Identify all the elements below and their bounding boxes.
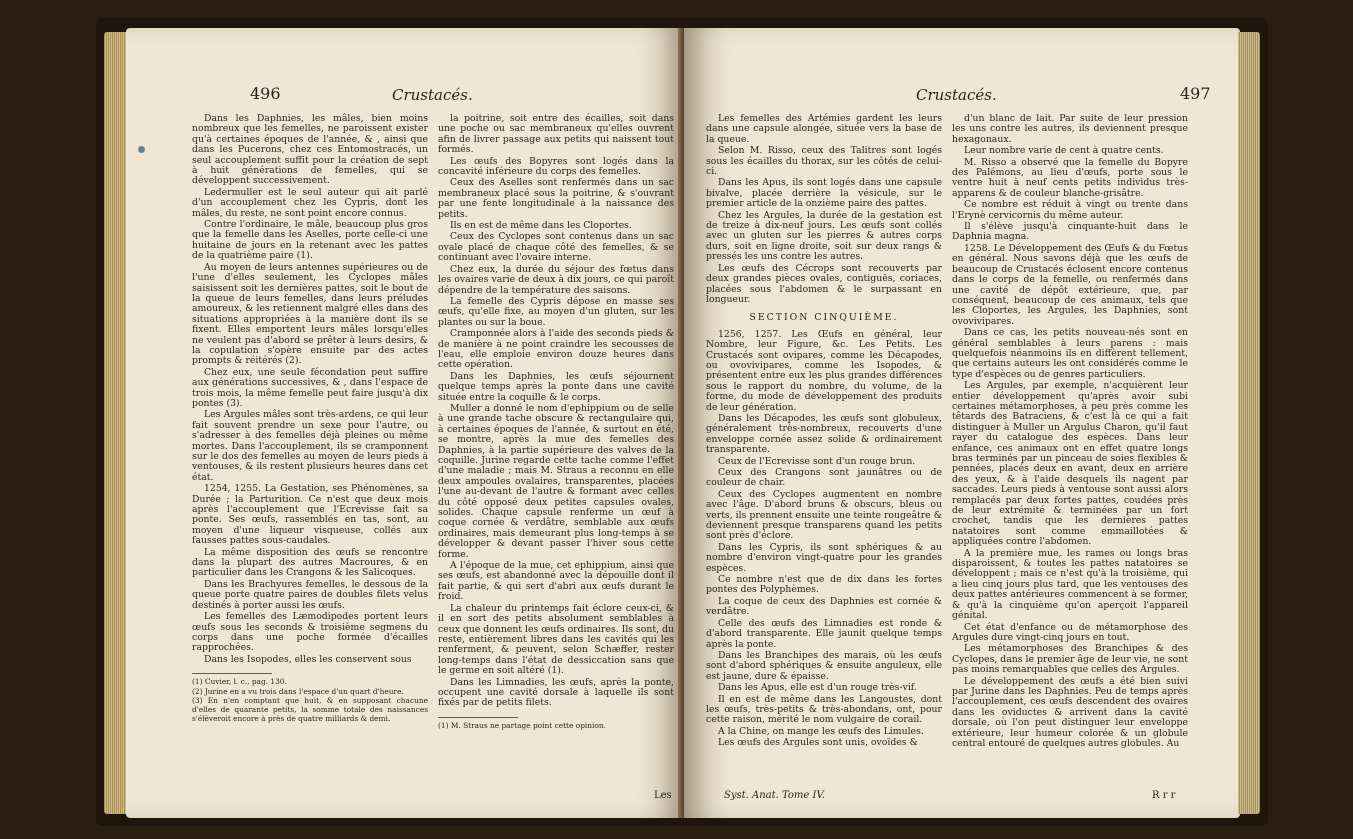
footnote: (2) Jurine en a vu trois dans l'espace d'un quart d'heure. [192,686,404,696]
paragraph: la poitrine, soit entre des écailles, soit dans une poche ou sac membraneux qu'elles ouvrent afin de livrer passage aux petits qui naissent tout formés. [438,113,674,156]
footnote: (1) M. Straus ne partage point cette opinion. [438,720,606,730]
paragraph: 1258. Le Développement des Œufs & du Fœtus en général. Nous savons déjà que les œufs de beaucoup de Crustacés éclosent encore contenus dans le corps de la femelle, ou renfermés dans une cavité de dépôt extérieure, que, par conséquent, beaucoup de ces animaux, tels que les Cloportes, les Argules, les Daphnies, sont ovovivipares. [952,242,1188,327]
signature-line: Syst. Anat. Tome IV. [724,790,826,801]
paragraph: Chez les Argules, la durée de la gestation est de treize à dix-neuf jours. Les œufs sont collés avec un gluten sur les pierres & autres corps durs, soit en ligne droite, soit sur deux rangs & pressés les uns contre les autres. [706,209,942,263]
paragraph: Dans les Branchipes des marais, où les œufs sont d'abord sphériques & ensuite anguleux, elle est jaune, dure & épaisse. [706,649,942,682]
paragraph: Cramponnée alors à l'aide des seconds pieds & de manière à ne point craindre les secousses de l'eau, elle emploie environ douze heures dans cette opération. [438,328,674,371]
paragraph: Ledermuller est le seul auteur qui ait parlé d'un accouplement chez les Cypris, dont les mâles, du reste, ne sont point encore connus. [192,186,428,219]
running-head-right: Crustacés. [916,86,997,104]
left-page [126,28,684,818]
paragraph: Chez eux, une seule fécondation peut suffire aux générations successives, & , dans l'espace de trois mois, la même femelle peut faire jusqu'à dix pontes (3). [192,366,428,409]
paragraph: Les Argules mâles sont très-ardens, ce qui leur fait souvent prendre un sexe pour l'autre, ou s'adresser à des femelles déjà pleines ou même mortes. Dans l'accouplement, ils se cramponnent sur le dos des femelles au moyen de leurs pieds à ventouses, & ils restent plusieurs heures dans cet état. [192,409,428,483]
paragraph: Dans les Daphnies, les mâles, bien moins nombreux que les femelles, ne paroissent exister qu'à certaines époques de l'année, & , ainsi que dans les Pucerons, chez ces Entomostracés, un seul accouplement suffit pour la création de sept à huit générations de femelles, qui se développent successivement. [192,113,428,187]
paragraph: A l'époque de la mue, cet ephippium, ainsi que ses œufs, est abandonné avec la dépouille dont il fait partie, & qui sert d'abri aux œufs durant le froid. [438,560,674,603]
paragraph: Ceux des Cyclopes augmentent en nombre avec l'âge. D'abord bruns & obscurs, bleus ou verts, ils prennent ensuite une teinte rougeâtre & deviennent presque transparens quand les petits sont près d'éclore. [706,488,942,542]
paragraph: Le développement des œufs a été bien suivi par Jurine dans les Daphnies. Peu de temps après l'accouplement, ces œufs descendent des ovaires dans les oviductes & arrivent dans la cavité dorsale, où l'on peut distinguer leur enveloppe extérieure, leur humeur colorée & un globule central entouré de quelques autres globules. Au [952,675,1188,749]
paragraph: Dans les Daphnies, les œufs séjournent quelque temps après la ponte dans une cavité située entre la coquille & le corps. [438,370,674,403]
paragraph: Muller a donné le nom d'ephippium ou de selle à une grande tache obscure & rectangulaire qui, à certaines époques de l'année, & surtout en été, se montre, après la mue des femelles des Daphnies, à la partie supérieure des valves de la coquille. Jurine regarde cette tache comme l'effet d'une maladie ; mais M. Straus a reconnu en elle deux ampoules ovalaires, transparentes, placées l'une au-devant de l'autre & formant avec celles du côté opposé deux petites capsules ovales, solides. Chaque capsule renferme un œuf à coque cornée & verdâtre, semblable aux œufs ordinaires, mais demeurant plus long-temps à se développer & devant passer l'hiver sous cette forme. [438,402,674,560]
paragraph: Dans les Décapodes, les œufs sont globuleux, généralement très-nombreux, recouverts d'une enveloppe cornée assez solide & ordinairement transparente. [706,412,942,456]
paragraph: Contre l'ordinaire, le mâle, beaucoup plus gros que la femelle dans les Aselles, porte celle-ci une huitaine de jours en la retenant avec les pattes de la quatrième paire (1). [192,219,428,262]
paragraph: Leur nombre varie de cent à quatre cents. [964,145,1164,157]
paragraph: Cet état d'enfance ou de métamorphose des Argules dure vingt-cinq jours en tout. [952,621,1188,643]
right-column-2 [952,114,1188,750]
section-heading: SECTION CINQUIÈME. [749,312,899,324]
paragraph: Il en est de même dans les Langoustes, dont les œufs, très-petits & très-abondans, ont, pour cette raison, mérité le nom vulgaire de corail. [706,693,942,726]
page-edges-right [1238,32,1260,814]
paragraph: Ils en est de même dans les Cloportes. [450,220,632,232]
paragraph: Les métamorphoses des Branchipes & des Cyclopes, dans le premier âge de leur vie, ne sont pas moins remarquables que celles des Argules. [952,643,1188,676]
page-edges-left [104,32,126,814]
paragraph: Ceux des Cyclopes sont contenus dans un sac ovale placé de chaque côté des femelles, & se continuant avec l'ovaire interne. [438,231,674,264]
paragraph: A la Chine, on mange les œufs des Limules. [718,725,924,737]
paragraph: Les Argules, par exemple, n'acquièrent leur entier développement qu'après avoir subi certaines métamorphoses, à peu près comme les têtards des Batraciens, & c'est là ce qui a fait distinguer à Muller un Argulus Charon, qu'il faut rayer du catalogue des espèces. Dans leur enfance, ces animaux ont en effet quatre longs bras terminés par un pinceau de soies flexibles & pennées, placés deux en avant, deux en arrière des yeux, & à l'aide desquels ils nagent par saccades. Leurs pieds à ventouse sont aussi alors remplacés par deux fortes pattes, coudées près de leur extrémité & terminées par un fort crochet, tandis que les dernières pattes natatoires sont comme emmaillotées & appliquées contre l'abdomen. [952,380,1188,548]
left-column-2 [438,114,674,731]
paragraph: Les œufs des Argules sont unis, ovoïdes & [718,737,918,749]
paragraph: Ceux des Aselles sont renfermés dans un sac membraneux placé sous la poitrine, & s'ouvrant par une fente longitudinale à la naissance des petits. [438,177,674,220]
paragraph: Il s'élève jusqu'à cinquante-huit dans le Daphnia magna. [952,221,1188,243]
paragraph: La femelle des Cypris dépose en masse ses œufs, qu'elle fixe, au moyen d'un gluten, sur les plantes ou sur la boue. [438,295,674,328]
paragraph: Dans les Brachyures femelles, le dessous de la queue porte quatre paires de doubles filets velus destinés à porter aussi les œufs. [192,578,428,611]
paragraph: La chaleur du printemps fait éclore ceux-ci, & il en sort des petits absolument semblables à ceux que donnent les œufs ordinaires. Ils sont, du reste, entièrement libres dans les cavités qui les renferment, & peuvent, selon Schæffer, rester long-temps dans l'état de dessiccation sans que le germe en soit altéré (1). [438,602,674,677]
paragraph: Ceux des Crangons sont jaunâtres ou de couleur de chair. [706,467,942,489]
paragraph: La même disposition des œufs se rencontre dans la plupart des autres Macroures, & en particulier dans les Crangons & les Salicoques. [192,546,428,579]
paragraph: Ce nombre n'est que de dix dans les fortes pontes des Polyphèmes. [706,574,942,596]
paragraph: Dans les Apus, elle est d'un rouge très-vif. [718,682,917,694]
paragraph: Dans les Apus, ils sont logés dans une capsule bivalve, placée derrière la vésicule, sur le premier article de la onzième paire des pattes. [706,177,942,210]
paragraph: Les femelles des Læmodipodes portent leurs œufs sous les seconds & troisième segmens du corps dans une poche formée d'écailles rapprochées. [192,611,428,654]
footnote: (1) Cuvier, l. c., pag. 130. [192,677,287,687]
paragraph: Celle des œufs des Limnadies est ronde & d'abord transparente. Elle jaunit quelque temps après la ponte. [706,617,942,650]
paragraph: Ce nombre est réduit à vingt ou trente dans l'Erynè cervicornis du même auteur. [952,199,1188,221]
left-column-1 [192,114,428,724]
right-column-1 [706,114,942,750]
open-book [96,18,1268,826]
page-number-right: 497 [1180,84,1211,103]
paragraph: d'un blanc de lait. Par suite de leur pression les uns contre les autres, ils deviennent presque hexagonaux. [952,113,1188,145]
paragraph: Dans les Isopodes, elles les conservent sous [204,653,412,665]
paragraph: Chez eux, la durée du séjour des fœtus dans les ovaires varie de deux à dix jours, ce qui paroît dépendre de la température des saisons. [438,263,674,296]
paragraph: Les femelles des Artémies gardent les leurs dans une capsule alongée, située vers la base de la queue. [706,113,942,145]
paragraph: Selon M. Risso, ceux des Talitres sont logés sous les écailles du thorax, sur les côtés de celui-ci. [706,145,942,178]
signature-mark: R r r [1152,790,1176,801]
paragraph: M. Risso a observé que la femelle du Bopyre des Palémons, au lieu d'œufs, porte sous le ventre huit à neuf cents petits individus très-apparens & de couleur blanche-grisâtre. [952,156,1188,199]
catchword: Les [654,790,672,801]
paragraph: Dans les Cypris, ils sont sphériques & au nombre d'environ vingt-quatre pour les grandes espèces. [706,541,942,574]
right-page [684,28,1240,818]
blue-mark [138,146,145,153]
page-number-left: 496 [250,84,281,103]
paragraph: Ceux de l'Ecrevisse sont d'un rouge brun. [718,455,916,467]
paragraph: Les œufs des Bopyres sont logés dans la concavité inférieure du corps des femelles. [438,155,674,178]
footnote-rule [438,717,518,718]
paragraph: 1256, 1257. Les Œufs en général, leur Nombre, leur Figure, &c. Les Petits. Les Crustacés sont ovipares, comme les Décapodes, ou ovovivipares, comme les Isopodes, & présentent entre eux les plus grandes différences sous le rapport du nombre, du volume, de la forme, du mode de développement des produits de leur génération. [706,328,942,413]
paragraph: Dans les Limnadies, les œufs, après la ponte, occupent une cavité dorsale à laquelle ils sont fixés par de petits filets. [438,676,674,709]
paragraph: A la première mue, les rames ou longs bras disparoissent, & toutes les pattes natatoires se développent ; mais ce n'est qu'à la troisième, qui a lieu cinq jours plus tard, que les ventouses des deux pattes antérieures commencent à se former, & qu'à la cinquième qu'on aperçoit l'appareil génital. [952,547,1188,622]
paragraph: Les œufs des Cécrops sont recouverts par deux grandes pièces ovales, contiguës, coriaces, placées sous l'abdomen & le surpassant en longueur. [706,262,942,305]
paragraph: Dans ce cas, les petits nouveau-nés sont en général semblables à leurs parens : mais quelquefois néanmoins ils en diffèrent tellement, que certains auteurs les ont considérés comme le type d'espèces ou de genres particuliers. [952,327,1188,380]
footnote-rule [192,673,272,674]
paragraph: Au moyen de leurs antennes supérieures ou de l'une d'elles seulement, les Cyclopes mâles saisissent soit les dernières pattes, soit le bout de la queue de leurs femelles, dans leurs préludes amoureux, & les retiennent malgré elles dans des situations appropriées à la manière dont ils se fixent. Elles emportent leurs mâles lorsqu'elles ne veulent pas d'abord se prêter à leurs desirs, & la copulation s'opère ensuite par des actes prompts & réitérés (2). [192,261,428,367]
footnote: (3) En n'en comptant que huit, & en supposant chacune d'elles de quarante petits, la somme totale des naissances s'élèveroit encore à près de quatre milliards & demi. [192,696,428,723]
paragraph: 1254, 1255. La Gestation, ses Phénomènes, sa Durée ; la Parturition. Ce n'est que deux mois après l'accouplement que l'Ecrevisse fait sa ponte. Ses œufs, rassemblés en tas, sont, au moyen d'une liqueur visqueuse, collés aux fausses pattes sous-caudales. [192,483,428,547]
paragraph: La coque de ceux des Daphnies est cornée & verdâtre. [706,595,942,618]
running-head-left: Crustacés. [392,86,473,104]
